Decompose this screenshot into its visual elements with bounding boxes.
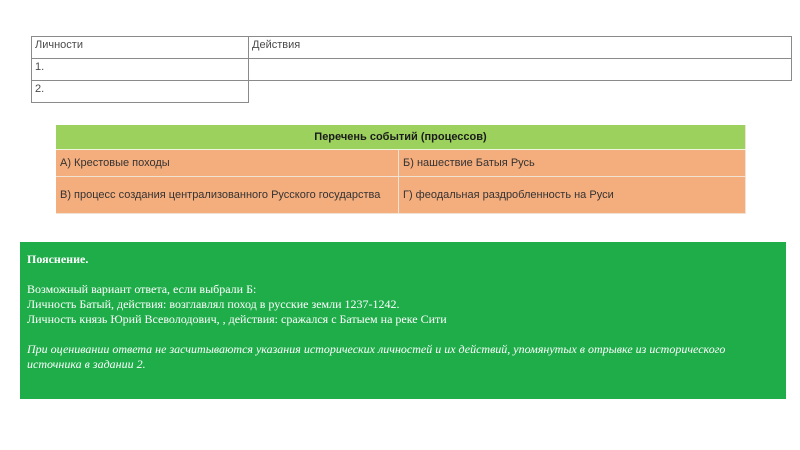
explanation-box [20,242,786,399]
action-cell[interactable] [249,59,792,81]
events-row [56,150,746,177]
event-option-a: А) Крестовые походы [56,150,399,177]
explanation-line: Личность Батый, действия: возглавлял поход в русские земли 1237-1242. [27,297,400,311]
answer-table [31,36,792,103]
header-personalities: Личности [32,37,249,59]
answer-row [32,81,792,103]
event-option-v: В) процесс создания централизованного Русского государства [56,177,399,214]
answer-row [32,59,792,81]
row-number: 2. [32,81,249,103]
explanation-line: Возможный вариант ответа, если выбрали Б: [27,282,257,296]
explanation-note: При оценивании ответа не засчитываются указания исторических личностей и их действий, упомянутых в отрывке из исторического источника в задании 2. [27,342,726,371]
answer-header-row [32,37,792,59]
events-row [56,177,746,214]
event-option-g: Г) феодальная раздробленность на Руси [399,177,746,214]
event-option-b: Б) нашествие Батыя Русь [399,150,746,177]
action-cell-open[interactable] [249,81,792,103]
events-table [56,125,746,214]
events-title: Перечень событий (процессов) [56,125,746,150]
row-number: 1. [32,59,249,81]
events-header-row [56,125,746,150]
header-actions: Действия [249,37,792,59]
explanation-title: Пояснение. [27,252,89,266]
explanation-line: Личность князь Юрий Всеволодович, , действия: сражался с Батыем на реке Сити [27,312,447,326]
